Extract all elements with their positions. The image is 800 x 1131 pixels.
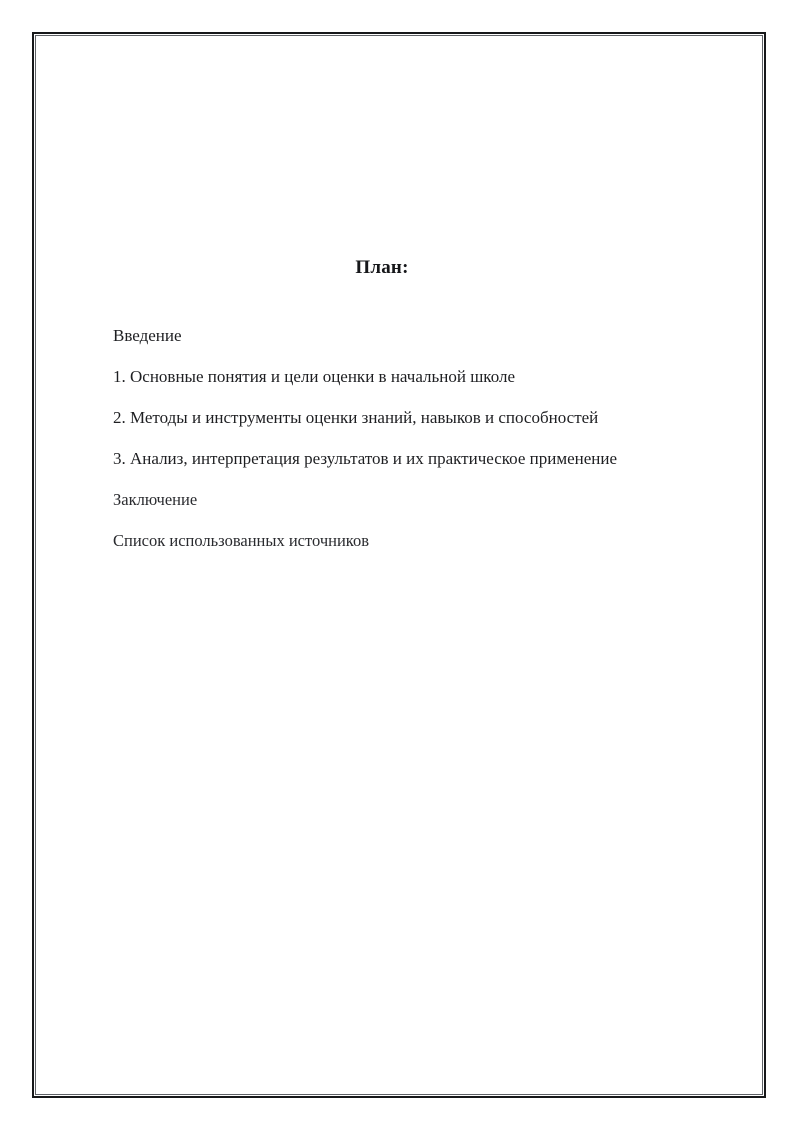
list-item: Список использованных источников <box>113 531 369 550</box>
document-content <box>113 255 693 552</box>
list-item: Введение <box>113 326 182 345</box>
page-title: План: <box>355 257 409 278</box>
list-item: Заключение <box>113 490 198 509</box>
list-item: 2. Методы и инструменты оценки знаний, навыков и способностей <box>113 408 599 427</box>
list-item: 1. Основные понятия и цели оценки в начальной школе <box>113 367 515 386</box>
list-item: 3. Анализ, интерпретация результатов и их практическое применение <box>113 449 618 468</box>
page-border-frame <box>32 32 766 1098</box>
plan-outline-list <box>113 325 693 552</box>
page-border-inner-rule <box>35 35 763 1095</box>
